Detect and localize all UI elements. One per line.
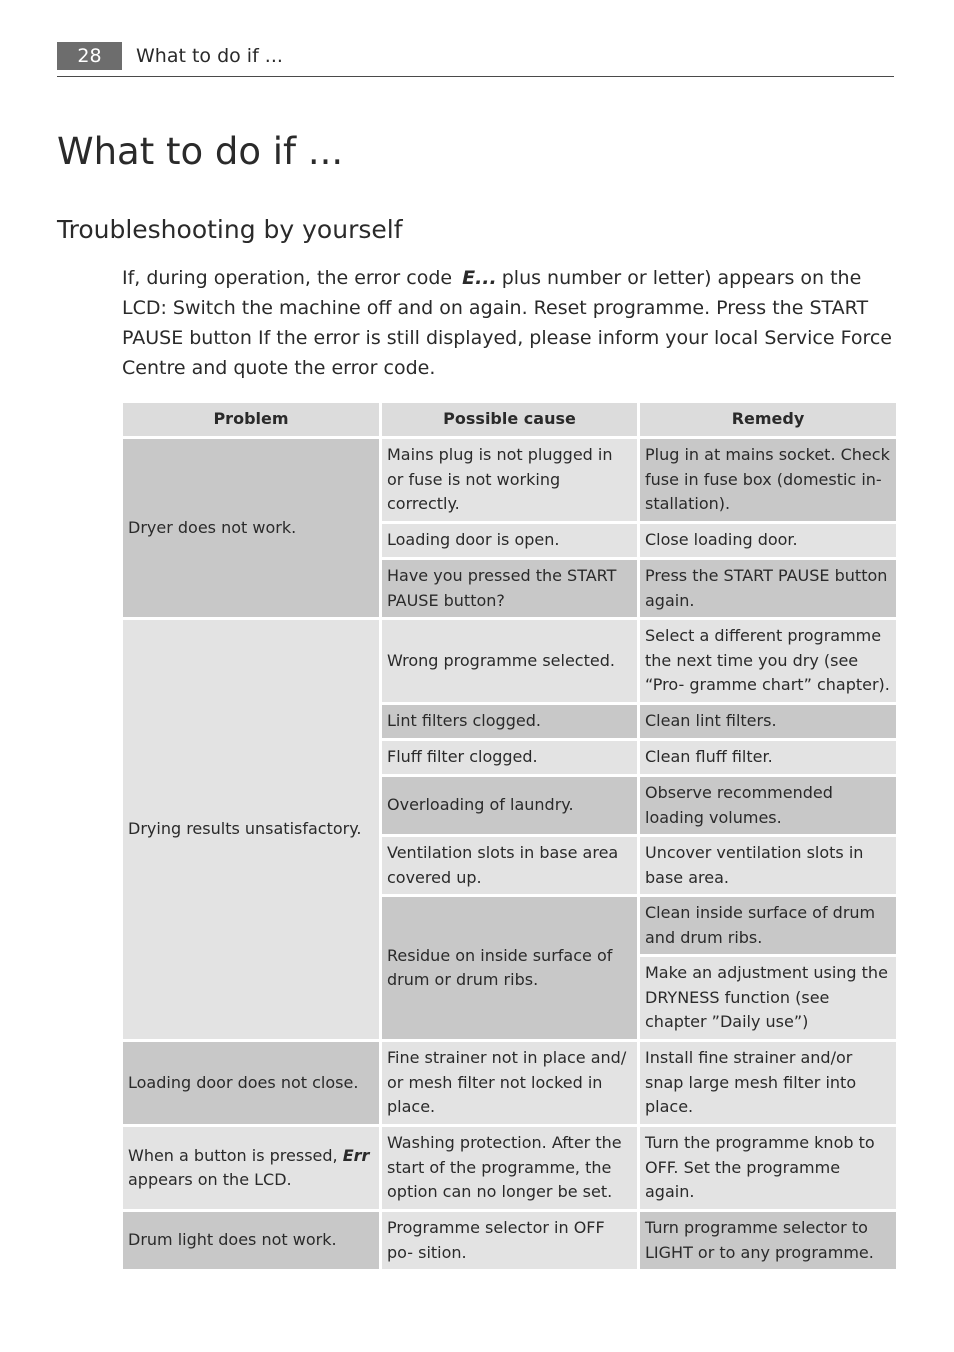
remedy-cell: Make an adjustment using the DRYNESS function (see chapter ”Daily use”)	[640, 957, 896, 1039]
remedy-cell: Select a different programme the next time you dry (see “Pro- gramme chart” chapter).	[640, 620, 896, 702]
remedy-cell: Clean inside surface of drum and drum ribs.	[640, 897, 896, 954]
remedy-cell: Turn programme selector to LIGHT or to any programme.	[640, 1212, 896, 1269]
page-number: 28	[57, 42, 122, 70]
problem-cell: Drying results unsatisfactory.	[123, 620, 379, 1039]
problem-text-start: When a button is pressed,	[128, 1145, 338, 1165]
remedy-cell: Plug in at mains socket. Check fuse in fuse box (domestic in- stallation).	[640, 439, 896, 521]
table-row	[123, 1042, 896, 1124]
cause-cell: Ventilation slots in base area covered up.	[382, 837, 637, 894]
cause-cell: Mains plug is not plugged in or fuse is not working correctly.	[382, 439, 637, 521]
cause-cell: Programme selector in OFF po- sition.	[382, 1212, 637, 1269]
remedy-cell: Uncover ventilation slots in base area.	[640, 837, 896, 894]
remedy-cell: Turn the programme knob to OFF. Set the programme again.	[640, 1127, 896, 1209]
table-row	[123, 1127, 896, 1209]
problem-cell: Loading door does not close.	[123, 1042, 379, 1124]
err-code: Err	[342, 1145, 370, 1165]
problem-cell: Dryer does not work.	[123, 439, 379, 617]
remedy-cell: Install fine strainer and/or snap large mesh filter into place.	[640, 1042, 896, 1124]
header-title: What to do if ...	[136, 45, 283, 67]
cause-cell: Overloading of laundry.	[382, 777, 637, 834]
intro-text-start: If, during operation, the error code	[122, 267, 453, 289]
column-header-remedy: Remedy	[640, 403, 896, 436]
cause-cell: Lint filters clogged.	[382, 705, 637, 738]
intro-text-end: plus number or letter) appears on the LCD: Switch the machine off and on again. Reset programme. Press the START PAUSE button If the error is still displayed, please inform your local Service Force Centre and quote the error code.	[122, 267, 892, 379]
page-header	[57, 40, 894, 77]
cause-cell: Have you pressed the START PAUSE button?	[382, 560, 637, 617]
table-row	[123, 1212, 896, 1269]
problem-cell	[123, 1127, 379, 1209]
cause-cell: Residue on inside surface of drum or drum ribs.	[382, 897, 637, 1039]
remedy-cell: Clean lint filters.	[640, 705, 896, 738]
table-header-row	[123, 403, 896, 436]
troubleshooting-table	[120, 400, 899, 1272]
problem-cell: Drum light does not work.	[123, 1212, 379, 1269]
column-header-problem: Problem	[123, 403, 379, 436]
page-title: What to do if ...	[57, 130, 344, 173]
table-row	[123, 620, 896, 702]
cause-cell: Fluff filter clogged.	[382, 741, 637, 774]
remedy-cell: Observe recommended loading volumes.	[640, 777, 896, 834]
cause-cell: Washing protection. After the start of the programme, the option can no longer be set.	[382, 1127, 637, 1209]
remedy-cell: Close loading door.	[640, 524, 896, 557]
remedy-cell: Press the START PAUSE button again.	[640, 560, 896, 617]
error-code: E...	[462, 267, 497, 289]
section-title: Troubleshooting by yourself	[57, 215, 403, 244]
cause-cell: Loading door is open.	[382, 524, 637, 557]
cause-cell: Wrong programme selected.	[382, 620, 637, 702]
remedy-cell: Clean fluff filter.	[640, 741, 896, 774]
table-row	[123, 439, 896, 521]
cause-cell: Fine strainer not in place and/ or mesh filter not locked in place.	[382, 1042, 637, 1124]
problem-text-end: appears on the LCD.	[128, 1170, 292, 1189]
intro-paragraph	[122, 263, 902, 383]
column-header-cause: Possible cause	[382, 403, 637, 436]
